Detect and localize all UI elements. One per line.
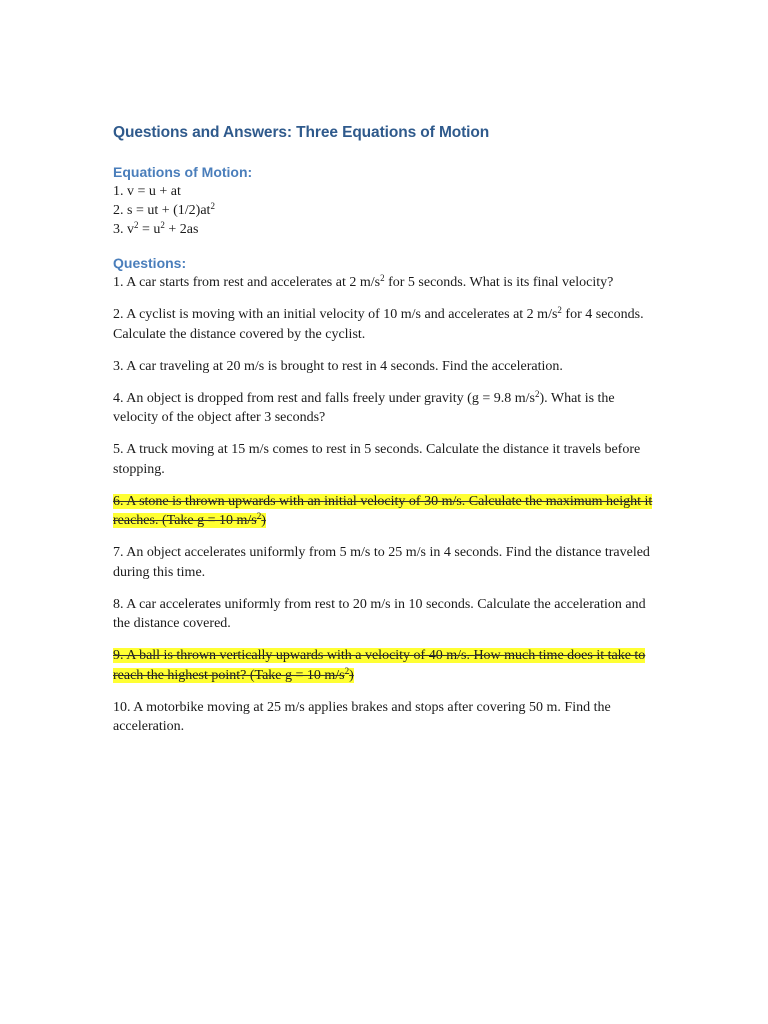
equation-3: 3. $v^2 = u^2 + 2as$ xyxy=(113,220,199,237)
question-text: 10. A motorbike moving at 25 m/s applies brakes and stops after covering 50 m. Find the acceleration. xyxy=(113,699,611,734)
question-6 xyxy=(113,492,658,531)
document-title: Questions and Answers: Three Equations of Motion xyxy=(113,124,490,141)
equation-1: 1. v = u + at xyxy=(113,184,181,199)
questions-heading: Questions: xyxy=(113,255,187,271)
document-page xyxy=(113,124,658,749)
question-text: 3. A car traveling at 20 m/s is brought to rest in 4 seconds. Find the acceleration. xyxy=(113,358,563,374)
question-text: 5. A truck moving at 15 m/s comes to rest in 5 seconds. Calculate the distance it travels before stopping. xyxy=(113,442,641,477)
equations-heading: Equations of Motion: xyxy=(113,164,253,180)
question-9 xyxy=(113,646,658,685)
question-7 xyxy=(113,543,658,582)
question-text: 8. A car accelerates uniformly from rest to 20 m/s in 10 seconds. Calculate the acceleration and the distance covered. xyxy=(113,596,646,631)
highlighted-text: 6. A stone is thrown upwards with an initial velocity of 30 m/s. Calculate the maximum height it reaches. (Take g = 10 $m/s^2$) xyxy=(113,493,653,528)
question-1 xyxy=(113,273,658,293)
question-8 xyxy=(113,595,658,634)
equations-list xyxy=(113,182,658,239)
highlighted-text: 9. A ball is thrown vertically upwards with a velocity of 40 m/s. How much time does it take to reach the highest point? (Take g = 10 $m/s^2$) xyxy=(113,648,646,683)
question-10 xyxy=(113,698,658,737)
question-text: 1. A car starts from rest and accelerates at 2 $m/s^2$ for 5 seconds. What is its final velocity? xyxy=(113,273,614,290)
question-text: 4. An object is dropped from rest and falls freely under gravity (g = 9.8 $m/s^2$). What is the velocity of the object after 3 seconds? xyxy=(113,388,615,425)
question-text: 2. A cyclist is moving with an initial velocity of 10 m/s and accelerates at 2 $m/s^2$ for 4 seconds. Calculate the distance covered by the cyclist. xyxy=(113,305,644,342)
question-2 xyxy=(113,305,658,344)
question-3 xyxy=(113,357,658,377)
question-text: 7. An object accelerates uniformly from 5 m/s to 25 m/s in 4 seconds. Find the distance traveled during this time. xyxy=(113,545,650,580)
question-5 xyxy=(113,440,658,479)
question-4 xyxy=(113,389,658,428)
equation-2: 2. s = ut + $(1/2)at^2$ xyxy=(113,201,215,218)
questions-list xyxy=(113,273,658,737)
